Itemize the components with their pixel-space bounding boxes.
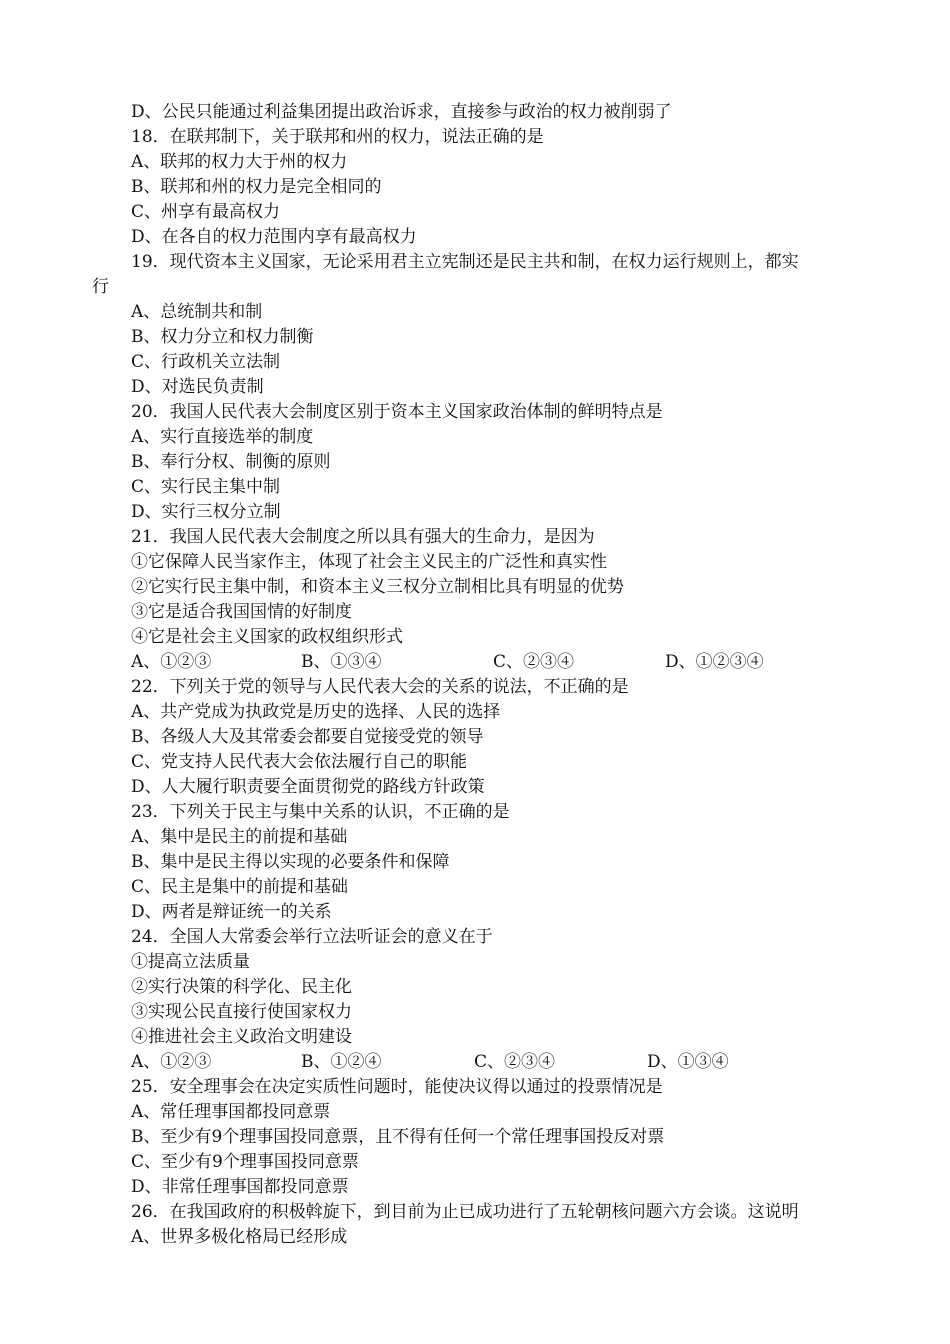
q19-stem-continued: 行 (92, 277, 109, 297)
q25-option-a: A、常任理事国都投同意票 (131, 1102, 331, 1122)
q25-option-b: B、至少有9个理事国投同意票，且不得有任何一个常任理事国投反对票 (131, 1127, 665, 1147)
q26-option-a: A、世界多极化格局已经形成 (131, 1227, 348, 1247)
q24-option-b: B、①②④ (301, 1052, 382, 1072)
q22-option-d: D、人大履行职责要全面贯彻党的路线方针政策 (131, 777, 485, 797)
q18-option-d: D、在各自的权力范围内享有最高权力 (131, 227, 417, 247)
q21-statement-3: ③它是适合我国国情的好制度 (131, 602, 352, 622)
q21-statement-4: ④它是社会主义国家的政权组织形式 (131, 627, 403, 647)
q24-statement-1: ①提高立法质量 (131, 952, 250, 972)
q21-option-b: B、①③④ (301, 652, 382, 672)
q20-stem: 20．我国人民代表大会制度区别于资本主义国家政治体制的鲜明特点是 (131, 402, 663, 422)
q20-option-b: B、奉行分权、制衡的原则 (131, 452, 331, 472)
q24-option-c: C、②③④ (474, 1052, 556, 1072)
q23-option-a: A、集中是民主的前提和基础 (131, 827, 348, 847)
q20-option-a: A、实行直接选举的制度 (131, 427, 314, 447)
q18-option-a: A、联邦的权力大于州的权力 (131, 152, 348, 172)
q21-option-d: D、①②③④ (665, 652, 764, 672)
q18-option-b: B、联邦和州的权力是完全相同的 (131, 177, 382, 197)
q19-option-d: D、对选民负责制 (131, 377, 264, 397)
q22-stem: 22．下列关于党的领导与人民代表大会的关系的说法，不正确的是 (131, 677, 629, 697)
q24-option-a: A、①②③ (131, 1052, 212, 1072)
q26-stem: 26．在我国政府的积极斡旋下，到目前为止已成功进行了五轮朝核问题六方会谈。这说明 (131, 1202, 799, 1222)
q24-statement-4: ④推进社会主义政治文明建设 (131, 1027, 352, 1047)
q17-option-d: D、公民只能通过利益集团提出政治诉求，直接参与政治的权力被削弱了 (131, 102, 672, 122)
q19-option-b: B、权力分立和权力制衡 (131, 327, 314, 347)
q23-option-c: C、民主是集中的前提和基础 (131, 877, 349, 897)
q23-option-b: B、集中是民主得以实现的必要条件和保障 (131, 852, 450, 872)
q24-statement-3: ③实现公民直接行使国家权力 (131, 1002, 352, 1022)
q21-statement-1: ①它保障人民当家作主，体现了社会主义民主的广泛性和真实性 (131, 552, 607, 572)
q24-options (131, 1050, 871, 1074)
q25-option-d: D、非常任理事国都投同意票 (131, 1177, 349, 1197)
q21-stem: 21．我国人民代表大会制度之所以具有强大的生命力，是因为 (131, 527, 595, 547)
q25-option-c: C、至少有9个理事国投同意票 (131, 1152, 359, 1172)
q21-option-a: A、①②③ (131, 652, 212, 672)
q18-option-c: C、州享有最高权力 (131, 202, 281, 222)
q24-statement-2: ②实行决策的科学化、民主化 (131, 977, 352, 997)
q22-option-b: B、各级人大及其常委会都要自觉接受党的领导 (131, 727, 484, 747)
q21-statement-2: ②它实行民主集中制，和资本主义三权分立制相比具有明显的优势 (131, 577, 624, 597)
q20-option-d: D、实行三权分立制 (131, 502, 281, 522)
q21-option-c: C、②③④ (493, 652, 575, 672)
q19-option-a: A、总统制共和制 (131, 302, 263, 322)
q21-options (131, 650, 871, 674)
q24-stem: 24．全国人大常委会举行立法听证会的意义在于 (131, 927, 493, 947)
q20-option-c: C、实行民主集中制 (131, 477, 281, 497)
q23-option-d: D、两者是辩证统一的关系 (131, 902, 332, 922)
q22-option-c: C、党支持人民代表大会依法履行自己的职能 (131, 752, 468, 772)
q19-stem: 19．现代资本主义国家，无论采用君主立宪制还是民主共和制，在权力运行规则上，都实 (131, 252, 799, 272)
q22-option-a: A、共产党成为执政党是历史的选择、人民的选择 (131, 702, 501, 722)
q18-stem: 18．在联邦制下，关于联邦和州的权力，说法正确的是 (131, 127, 544, 147)
q23-stem: 23．下列关于民主与集中关系的认识，不正确的是 (131, 802, 510, 822)
q19-option-c: C、行政机关立法制 (131, 352, 281, 372)
q25-stem: 25．安全理事会在决定实质性问题时，能使决议得以通过的投票情况是 (131, 1077, 663, 1097)
q24-option-d: D、①③④ (647, 1052, 729, 1072)
